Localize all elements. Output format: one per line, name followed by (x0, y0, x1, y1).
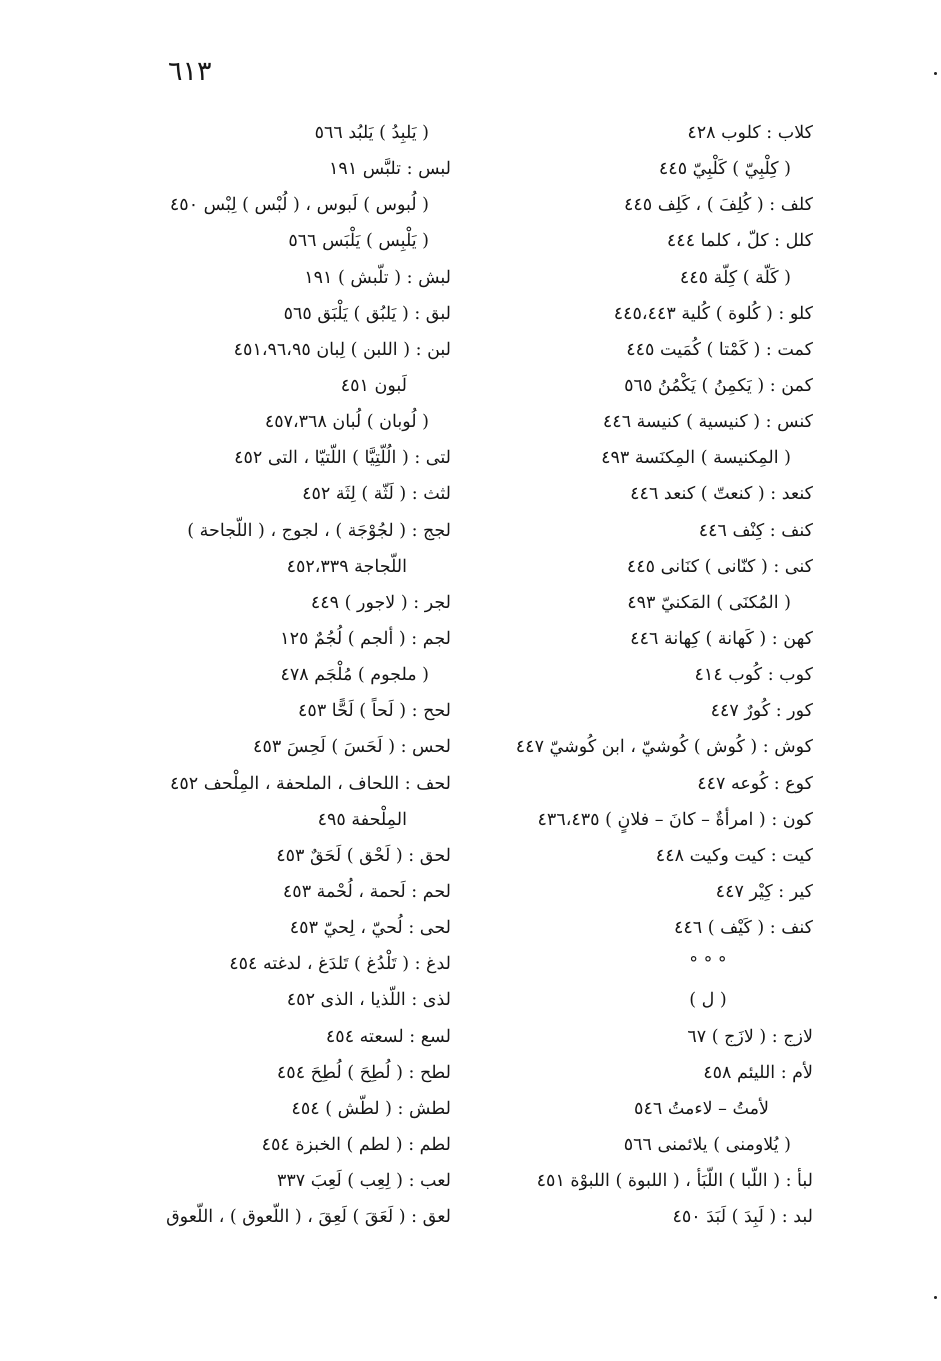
index-entry: اللّجاجة ٤٥٢،٣٣٩ (286, 556, 407, 577)
index-entry: لبن : ( اللبن ) لِبان ٤٥١،٩٦،٩٥ (233, 339, 451, 360)
index-entry: كنعد : ( كنعتّ ) كنعد ٤٤٦ (630, 484, 813, 505)
index-entry: لجر : ( لاجور ) ٤٤٩ (310, 592, 451, 613)
index-entry: لبش : ( تلّبش ) ١٩١ (304, 267, 451, 288)
index-entry: لذى : اللّذيا ، الذى ٤٥٢ (286, 990, 451, 1011)
index-entry: لحق : ( لَحْق ) لَحَقٌ ٤٥٣ (276, 845, 451, 866)
index-entry: لدغ : ( تَلْدُغ ) تَلدَغ ، لدغته ٤٥٤ (229, 954, 451, 975)
index-entry: ( يَلبِدُ ) يَلبُد ٥٦٦ (314, 123, 429, 143)
index-entry: ( ل ) (689, 990, 727, 1011)
index-entry: كنى : ( كنّانى ) كنَانى ٤٤٥ (626, 556, 813, 577)
index-entry: لطم : ( لطم ) الخبزة ٤٥٤ (261, 1134, 451, 1155)
index-entry: كور : كُورٌ ٤٤٧ (710, 701, 813, 722)
index-entry: لحح : ( لَحاً ) لَحًّا ٤٥٣ (298, 701, 451, 722)
margin-dot (934, 72, 937, 75)
index-entry: كهن : ( كَهانة ) كِهانة ٤٤٦ (630, 628, 813, 649)
index-entry: لثث : ( لَثّة ) لِثَة ٤٥٢ (302, 484, 451, 505)
index-entry: ( المِكنيسة ) المِكنَسة ٤٩٣ (601, 448, 791, 469)
index-entry: لعب : ( لِعِب ) لَعِبَ ٣٣٧ (276, 1171, 451, 1192)
index-entry: لَبون ٤٥١ (340, 375, 407, 396)
index-column-right (483, 115, 813, 1235)
margin-dot (934, 1296, 937, 1299)
index-entry: ( يُلاومنى ) يلائمنى ٥٦٦ (623, 1134, 791, 1155)
index-entry: لبس : تلبَّس ١٩١ (329, 159, 451, 180)
index-entry: لحس : ( لَحَسَ ) لَحِسَ ٤٥٣ (253, 737, 451, 758)
index-entry: ( المُكنَى ) المَكنيّ ٤٩٣ (627, 592, 791, 613)
index-entry: لبأ : ( اللّبا ) اللّبَأ ، ( اللبوة ) اللبوْة ٤٥١ (536, 1171, 813, 1192)
index-entry: لسع : لسعته ٤٥٤ (325, 1026, 451, 1047)
index-entry: لجج : ( لجُوْجَة ) ، لجوج ، ( اللّجاحة ) (187, 520, 451, 541)
index-entry: لعق : ( لَعَقَ ) لَعِقَ ، ( اللّعوق ) ، اللّعوق (166, 1207, 451, 1228)
index-entry: كمن : ( يَكمِنُ ) يَكْمُنُ ٥٦٥ (624, 375, 813, 396)
index-entry: لطش : ( لطّش ) ٤٥٤ (291, 1098, 451, 1119)
index-entry: ( كَلّة ) كِلّة ٤٤٥ (679, 267, 791, 288)
page-number: ٦١٣ (168, 56, 212, 87)
index-entry: كيت : كيت وكيت ٤٤٨ (655, 845, 813, 866)
index-entry: كوع : كُوعه ٤٤٧ (697, 773, 813, 794)
index-entry: كير : كِيْر ٤٤٧ (715, 881, 813, 902)
index-entry: كنف : كِنْف ٤٤٦ (698, 520, 813, 541)
index-entry: لتى : ( الُلّتِيَّا ) اللّتيّا ، التى ٤٥٢ (234, 448, 451, 469)
index-entry: ( ملجوم ) مُلْجَم ٤٧٨ (280, 665, 429, 686)
index-entry: كلاب : كلوب ٤٢٨ (687, 123, 813, 143)
index-entry: لجم : ( ألجم ) لُجُمٌ ١٢٥ (280, 628, 451, 649)
index-entry: لحم : لَحمة ، لُحْمة ٤٥٣ (282, 881, 451, 902)
index-entry: كلف : ( كُلِفَ ) ، كَلِف ٤٤٥ (623, 195, 813, 216)
index-entry: لحى : لُحيّ ، لِحيّ ٤٥٣ (289, 918, 451, 939)
index-entry: لازج : ( لازَج ) ٦٧ (687, 1026, 813, 1047)
index-entry: كنس : ( كنيسية ) كنيسة ٤٤٦ (602, 412, 813, 433)
index-entry: لحف : اللحاف ، الملحفة ، المِلْحف ٤٥٢ (170, 773, 451, 794)
index-entry: ° ° ° (689, 954, 727, 975)
index-entry: ( كِلْبِيّ ) كَلْبِيّ ٤٤٥ (658, 159, 791, 180)
index-entry: ( يَلْبِس ) يَلْبَس ٥٦٦ (288, 231, 429, 252)
index-entry: كلل : كلّ ، كلما ٤٤٤ (666, 231, 813, 252)
index-entry: لأم : الليئم ٤٥٨ (703, 1062, 813, 1083)
index-entry: لأمتُ – لاءمتُ ٥٤٦ (634, 1098, 769, 1119)
index-entry: كمت : ( كَمْتا ) كُمَيت ٤٤٥ (626, 339, 813, 360)
index-entry: كوب : كُوب ٤١٤ (694, 665, 813, 686)
index-entry: ( لُبوس ) لَبوس ، ( لُبْس ) لِبْس ٤٥٠ (169, 195, 429, 216)
index-entry: المِلْحفة ٤٩٥ (317, 809, 407, 830)
index-entry: كوش : ( كُوش ) كُوشيّ ، ابن كُوشيّ ٤٤٧ (515, 737, 813, 758)
index-entry: لبد : ( لَبِدَ ) لَبَدَ ٤٥٠ (672, 1207, 813, 1228)
index-entry: كنف : ( كَيْف ) ٤٤٦ (673, 918, 813, 939)
index-entry: لبق : ( يَلبُق ) يَلْبَق ٥٦٥ (283, 303, 451, 324)
index-entry: كون : ( امرأةٌ – كانَ – فلانٍ ) ٤٣٦،٤٣٥ (537, 809, 813, 830)
index-entry: ( لُوبان ) لُبان ٤٥٧،٣٦٨ (264, 412, 429, 433)
index-entry: كلو : ( كُلوة ) كُلية ٤٤٥،٤٤٣ (613, 303, 813, 324)
index-column-left (121, 115, 451, 1235)
index-entry: لطح : ( لُطِحَ ) لُطِحَ ٤٥٤ (276, 1062, 451, 1083)
